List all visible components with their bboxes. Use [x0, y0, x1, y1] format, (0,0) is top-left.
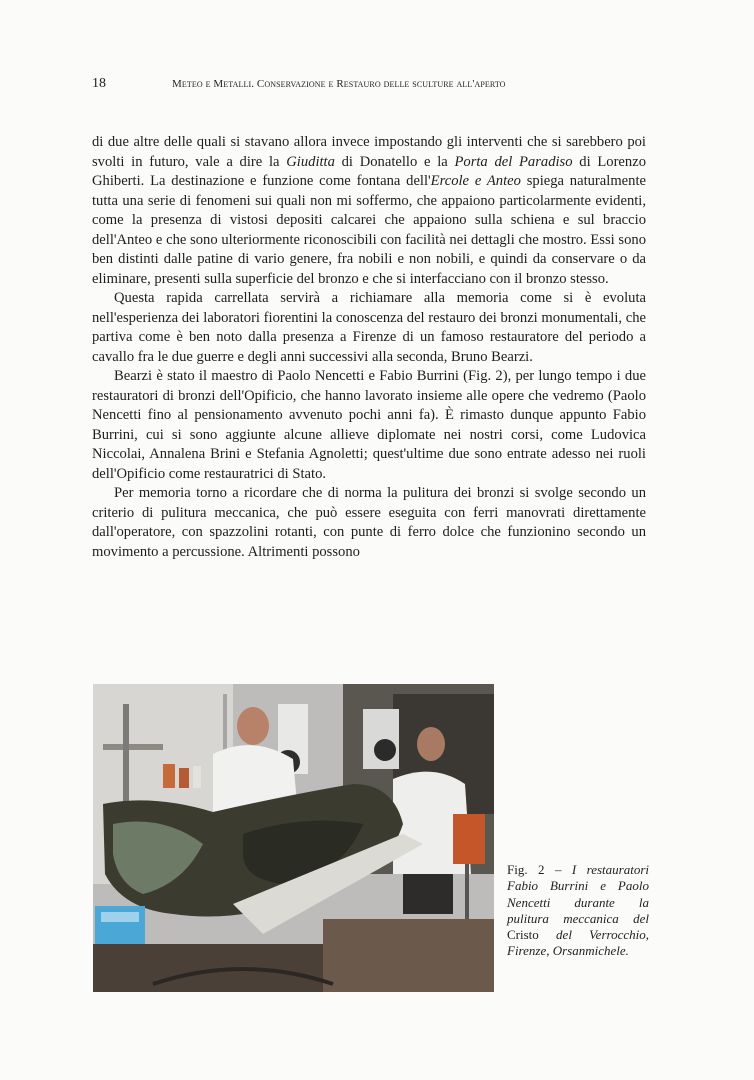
caption-label: Fig. 2 –	[507, 862, 572, 877]
paragraph-4: Per memoria torno a ricordare che di norma la pulitura dei bronzi si svolge secondo un criterio di pulitura meccanica, che può essere eseguita con ferri manovrati direttamente dall'operatore, con spazzolini rotanti, con punte di ferro dolce che funzionino secondo un movimento a percussione. Altrimenti possono	[92, 485, 646, 560]
paragraph-3: Bearzi è stato il maestro di Paolo Nencetti e Fabio Burrini (Fig. 2), per lungo tempo i due restauratori di bronzi dell'Opificio, che hanno lavorato insieme alle opere che vedremo (Paolo Nencetti fino al pensionamento avvenuto pochi anni fa). È rimasto dunque appunto Fabio Burrini, cui si sono aggiunte alcune allieve diplomate nei nostri corsi, come Ludovica Niccolai, Annalena Brini e Stefania Agnoletti; quest'ultime due sono entrate adesso nei ruoli dell'Opificio come restauratrici di Stato.	[92, 368, 646, 482]
title-giuditta: Giuditta	[286, 153, 335, 170]
paragraph-1: di due altre delle quali si stavano allora invece impostando gli interventi che si sarebbero poi svolti in futuro, vale a dire la Giuditta di Donatello e la Porta del Paradiso di Lorenzo Ghiberti. La destinazione e funzione come fontana dell'Ercole e Anteo spiega naturalmente tutta una serie di fenomeni sui quali non mi soffermo, che appaiono particolarmente evidenti, come la presenza di vistosi depositi calcarei che appaiono sulla schiena e sul braccio dell'Anteo e che sono ulteriormente riconoscibili con facilità nei dettagli che mostro. Essi sono ben distinti dalle patine di vario genere, fra nobili e non nobili, e quindi da conservare o da eliminare, presenti sulla superficie del bronzo e che si interfacciano con il bronzo stesso.	[92, 134, 646, 287]
restoration-photo	[93, 684, 494, 992]
body-text	[92, 133, 646, 562]
page-number: 18	[92, 76, 106, 91]
running-header	[92, 74, 646, 94]
running-title: Meteo e Metalli. Conservazione e Restauro delle sculture all'aperto	[172, 78, 506, 90]
title-porta-del-paradiso: Porta del Paradiso	[454, 153, 573, 170]
paragraph-2: Questa rapida carrellata servirà a richiamare alla memoria come si è evoluta nell'esperienza dei laboratori fiorentini la conoscenza del restauro dei bronzi monumentali, che partiva come è ben noto dalla presenza a Firenze di un famoso restauratore del periodo a cavallo fra le due guerre e degli anni successivi alla seconda, Bruno Bearzi.	[92, 290, 646, 365]
figure-caption: Fig. 2 – I restauratori Fabio Burrini e Paolo Nencetti durante la pulitura meccanica del Cristo del Verrocchio, Firenze, Orsanmichele.	[507, 862, 649, 959]
title-ercole-e-anteo: Ercole e Anteo	[430, 173, 521, 189]
